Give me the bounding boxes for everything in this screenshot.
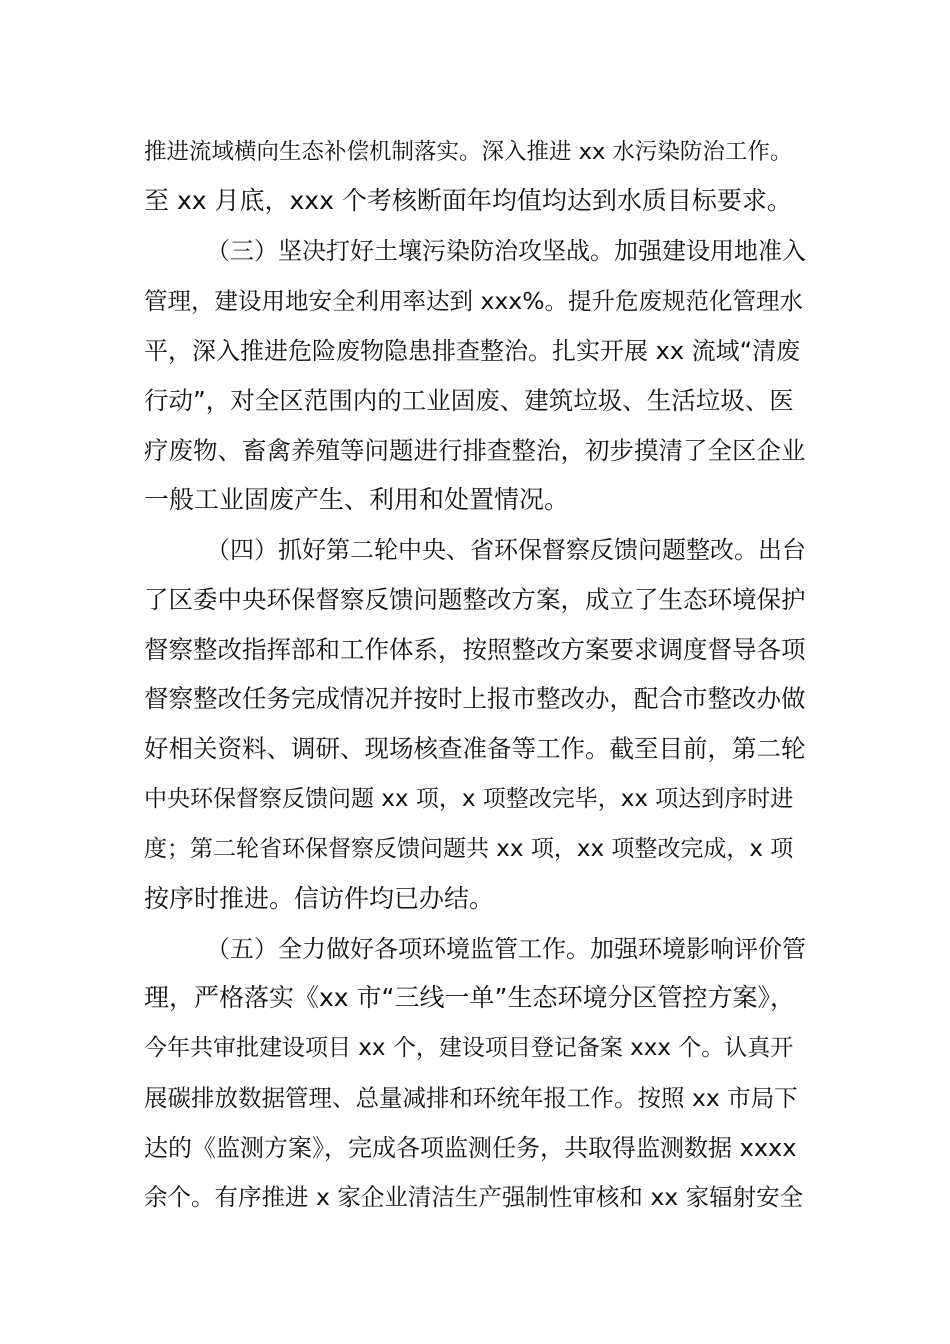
text-line: 一般工业固废产生、利用和处置情况。 bbox=[144, 485, 570, 514]
text-line: 理，严格落实《xx 市“三线一单”生态环境分区管控方案》， bbox=[144, 983, 795, 1012]
text-line: 好相关资料、调研、现场核查准备等工作。截至目前，第二轮 bbox=[144, 734, 806, 763]
text-line: 按序时推进。信访件均已办结。 bbox=[144, 884, 495, 913]
section-heading-line: （五）全力做好各项环境监管工作。加强环境影响评价管 bbox=[206, 935, 806, 963]
text-line: 管理，建设用地安全利用率达到 xxx%。提升危废规范化管理水 bbox=[144, 287, 804, 315]
text-line: 至 xx 月底，xxx 个考核断面年均值均达到水质目标要求。 bbox=[144, 186, 792, 215]
text-line: 平，深入推进危险废物隐患排查整治。扎实开展 xx 流域“清废 bbox=[144, 337, 801, 365]
text-line: 了区委中央环保督察反馈问题整改方案，成立了生态环境保护 bbox=[144, 585, 806, 614]
text-line: 疗废物、畜禽养殖等问题进行排查整治，初步摸清了全区企业 bbox=[144, 436, 806, 465]
text-line: 督察整改指挥部和工作体系，按照整改方案要求调度督导各项 bbox=[144, 635, 806, 664]
section-heading-line: （四）抓好第二轮中央、省环保督察反馈问题整改。出台 bbox=[206, 536, 806, 564]
section-heading-line: （三）坚决打好土壤污染防治攻坚战。加强建设用地准入 bbox=[206, 237, 806, 265]
text-line: 今年共审批建设项目 xx 个，建设项目登记备案 xxx 个。认真开 bbox=[144, 1035, 794, 1061]
text-line: 推进流域横向生态补偿机制落实。深入推进 xx 水污染防治工作。 bbox=[144, 139, 793, 165]
text-line: 度；第二轮省环保督察反馈问题共 xx 项，xx 项整改完成，x 项 bbox=[144, 836, 794, 862]
text-line: 督察整改任务完成情况并按时上报市整改办，配合市整改办做 bbox=[144, 684, 806, 713]
text-line: 行动”，对全区范围内的工业固废、建筑垃圾、生活垃圾、医 bbox=[144, 386, 794, 415]
text-line: 余个。有序推进 x 家企业清洁生产强制性审核和 xx 家辐射安全 bbox=[144, 1183, 804, 1211]
text-line: 达的《监测方案》，完成各项监测任务，共取得监测数据 xxxx bbox=[144, 1134, 797, 1162]
text-line: 展碳排放数据管理、总量减排和环统年报工作。按照 xx 市局下 bbox=[144, 1084, 798, 1112]
text-line: 中央环保督察反馈问题 xx 项，x 项整改完毕，xx 项达到序时进 bbox=[144, 786, 794, 812]
